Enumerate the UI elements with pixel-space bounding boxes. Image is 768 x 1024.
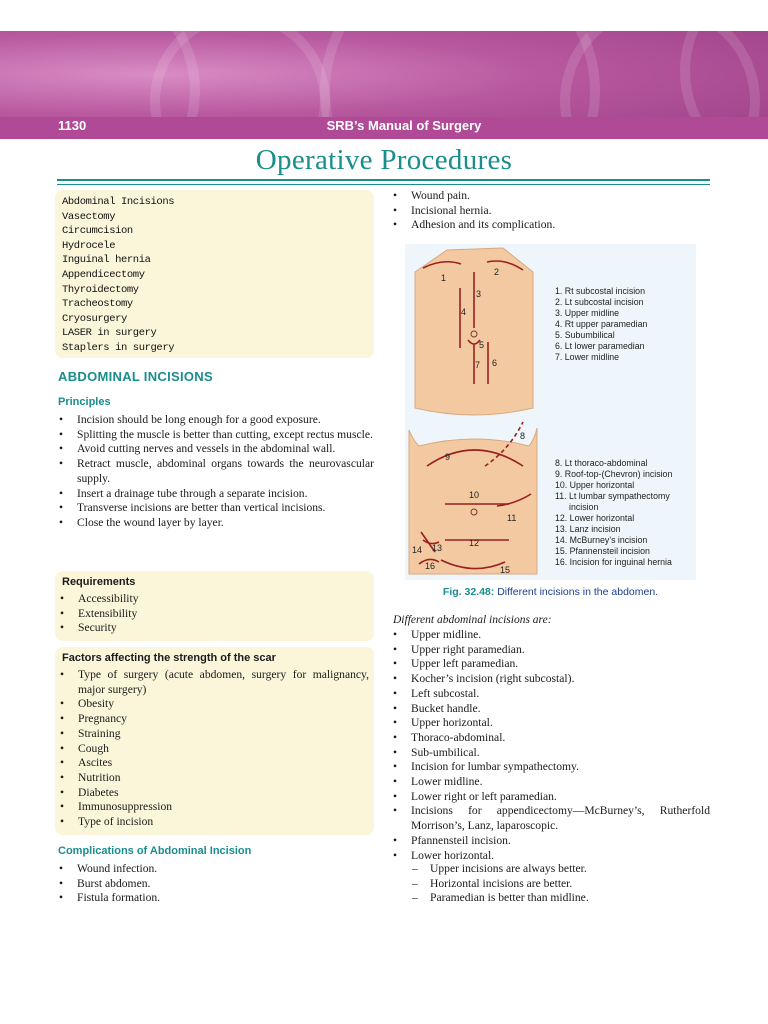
incision-number-11: 11 — [507, 513, 517, 523]
incision-item: • Upper midline. — [392, 628, 710, 643]
legend-item: 4. Rt upper paramedian — [555, 319, 648, 329]
contents-item: Cryosurgery — [62, 312, 127, 325]
factors-box — [55, 647, 374, 835]
incision-number-6: 6 — [492, 358, 498, 368]
factor-item: • Pregnancy — [59, 712, 369, 727]
incisions-illustration — [405, 244, 696, 580]
legend-item: 9. Roof-top-(Chevron) incision — [555, 469, 673, 479]
incision-item: • Sub-umbilical. — [392, 746, 710, 761]
incision-number-10: 10 — [469, 490, 480, 500]
legend-item: 5. Subumbilical — [555, 330, 615, 340]
incision-item: • Lower right or left paramedian. — [392, 790, 710, 805]
contents-item: Hydrocele — [62, 239, 116, 252]
legend-item: 12. Lower horizontal — [555, 513, 635, 523]
principle-item: • Retract muscle, abdominal organs towards the neurovascular supply. — [58, 457, 374, 486]
complication-item: • Wound infection. — [58, 862, 374, 877]
complication-item: • Burst abdomen. — [58, 877, 374, 892]
incision-note-item: – Horizontal incisions are better. — [411, 877, 710, 892]
principle-item: • Avoid cutting nerves and vessels in the abdominal wall. — [58, 442, 374, 457]
incision-number-8: 8 — [520, 431, 526, 441]
incision-number-9: 9 — [445, 452, 451, 462]
complication-item: • Wound pain. — [392, 189, 710, 204]
requirements-title: Requirements — [62, 576, 136, 588]
contents-item: Appendicectomy — [62, 268, 145, 281]
incision-number-5: 5 — [479, 340, 485, 350]
legend-item: 6. Lt lower paramedian — [555, 341, 645, 351]
contents-item: Thyroidectomy — [62, 283, 139, 296]
factors-list — [59, 668, 369, 830]
complications-list — [58, 862, 374, 906]
incision-item: • Kocher’s incision (right subcostal). — [392, 672, 710, 687]
complication-item: • Incisional hernia. — [392, 204, 710, 219]
contents-item: Tracheostomy — [62, 298, 133, 311]
chapter-title: Operative Procedures — [255, 144, 513, 176]
factor-item: • Nutrition — [59, 771, 369, 786]
incision-number-1: 1 — [441, 273, 447, 283]
lower-figure-legend — [555, 458, 672, 567]
legend-item: incision — [569, 502, 599, 512]
complications-title: Complications of Abdominal Incision — [58, 845, 252, 857]
legend-item: 10. Upper horizontal — [555, 480, 635, 490]
incision-number-12: 12 — [469, 538, 480, 548]
title-rule-thin — [57, 184, 710, 185]
principles-title: Principles — [58, 396, 111, 408]
requirement-item: • Accessibility — [59, 592, 369, 607]
incision-item: • Incision for lumbar sympathectomy. — [392, 760, 710, 775]
incision-number-14: 14 — [412, 545, 423, 555]
contents-item: Abdominal Incisions — [62, 196, 175, 208]
incision-number-7: 7 — [475, 360, 481, 370]
incision-number-4: 4 — [461, 307, 467, 317]
figure-caption-label: Fig. 32.48: — [442, 586, 495, 598]
incision-number-13: 13 — [432, 543, 443, 553]
chapter-contents-list — [55, 190, 374, 356]
page-number: 1130 — [58, 118, 87, 133]
incision-item: • Lower midline. — [392, 775, 710, 790]
factor-item: • Ascites — [59, 756, 369, 771]
factor-item: • Type of surgery (acute abdomen, surgery for malignancy, major surgery) — [59, 668, 369, 697]
incisions-intro: Different abdominal incisions are: — [393, 614, 552, 626]
legend-item: 1. Rt subcostal incision — [555, 286, 645, 296]
legend-item: 14. McBurney’s incision — [555, 535, 648, 545]
incision-item: • Pfannensteil incision. — [392, 834, 710, 849]
section-title: ABDOMINAL INCISIONS — [58, 369, 213, 384]
legend-item: 16. Incision for inguinal hernia — [555, 557, 672, 567]
incision-item: • Thoraco-abdominal. — [392, 731, 710, 746]
figure-caption — [405, 586, 696, 598]
factor-item: • Straining — [59, 727, 369, 742]
requirement-item: • Extensibility — [59, 607, 369, 622]
contents-item: Circumcision — [62, 225, 133, 238]
contents-item: LASER in surgery — [62, 327, 157, 340]
legend-item: 13. Lanz incision — [555, 524, 621, 534]
incision-item: • Lower horizontal. — [392, 849, 710, 864]
title-rule — [57, 179, 710, 181]
chapter-contents-box — [55, 190, 374, 358]
legend-item: 15. Pfannensteil incision — [555, 546, 650, 556]
incision-note-item: – Upper incisions are always better. — [411, 862, 710, 877]
principle-item: • Incision should be long enough for a good exposure. — [58, 413, 374, 428]
incision-item: • Left subcostal. — [392, 687, 710, 702]
upper-figure-legend — [555, 286, 648, 362]
factor-item: • Immunosuppression — [59, 800, 369, 815]
principle-item: • Close the wound layer by layer. — [58, 516, 374, 531]
legend-item: 7. Lower midline — [555, 352, 620, 362]
principle-item: • Insert a drainage tube through a separate incision. — [58, 487, 374, 502]
legend-item: 11. Lt lumbar sympathectomy — [555, 491, 670, 501]
incision-item: • Upper left paramedian. — [392, 657, 710, 672]
incision-item: • Bucket handle. — [392, 702, 710, 717]
legend-item: 8. Lt thoraco-abdominal — [555, 458, 648, 468]
factors-title: Factors affecting the strength of the scar — [62, 652, 276, 664]
abdominal-incisions-figure — [405, 244, 696, 580]
requirements-box — [55, 571, 374, 641]
incision-note-item: – Paramedian is better than midline. — [411, 891, 710, 906]
contents-item: Inguinal hernia — [62, 254, 151, 267]
incision-number-2: 2 — [494, 267, 500, 277]
legend-item: 3. Upper midline — [555, 308, 620, 318]
requirements-list — [59, 592, 369, 636]
complication-item: • Fistula formation. — [58, 891, 374, 906]
complication-item: • Adhesion and its complication. — [392, 218, 710, 233]
factor-item: • Obesity — [59, 697, 369, 712]
contents-item: Staplers in surgery — [62, 341, 175, 354]
incision-item: • Upper horizontal. — [392, 716, 710, 731]
complications-list-continued — [392, 189, 710, 233]
principle-item: • Transverse incisions are better than vertical incisions. — [58, 501, 374, 516]
legend-item: 2. Lt subcostal incision — [555, 297, 644, 307]
incision-number-16: 16 — [425, 561, 436, 571]
factor-item: • Type of incision — [59, 815, 369, 830]
incision-number-15: 15 — [500, 565, 511, 575]
principle-item: • Splitting the muscle is better than cutting, except rectus muscle. — [58, 428, 374, 443]
incision-item: • Upper right paramedian. — [392, 643, 710, 658]
factor-item: • Cough — [59, 742, 369, 757]
incision-item: • Incisions for appendicectomy—McBurney’s, Rutherfold Morrison’s, Lanz, laparoscopic. — [392, 804, 710, 833]
incision-number-3: 3 — [476, 289, 482, 299]
contents-item: Vasectomy — [62, 210, 116, 223]
incisions-list — [392, 628, 710, 863]
book-title: SRB’s Manual of Surgery — [326, 118, 482, 133]
requirement-item: • Security — [59, 621, 369, 636]
factor-item: • Diabetes — [59, 786, 369, 801]
incision-notes-list — [411, 862, 710, 906]
figure-caption-text: Different incisions in the abdomen. — [497, 586, 659, 598]
principles-list — [58, 413, 374, 531]
